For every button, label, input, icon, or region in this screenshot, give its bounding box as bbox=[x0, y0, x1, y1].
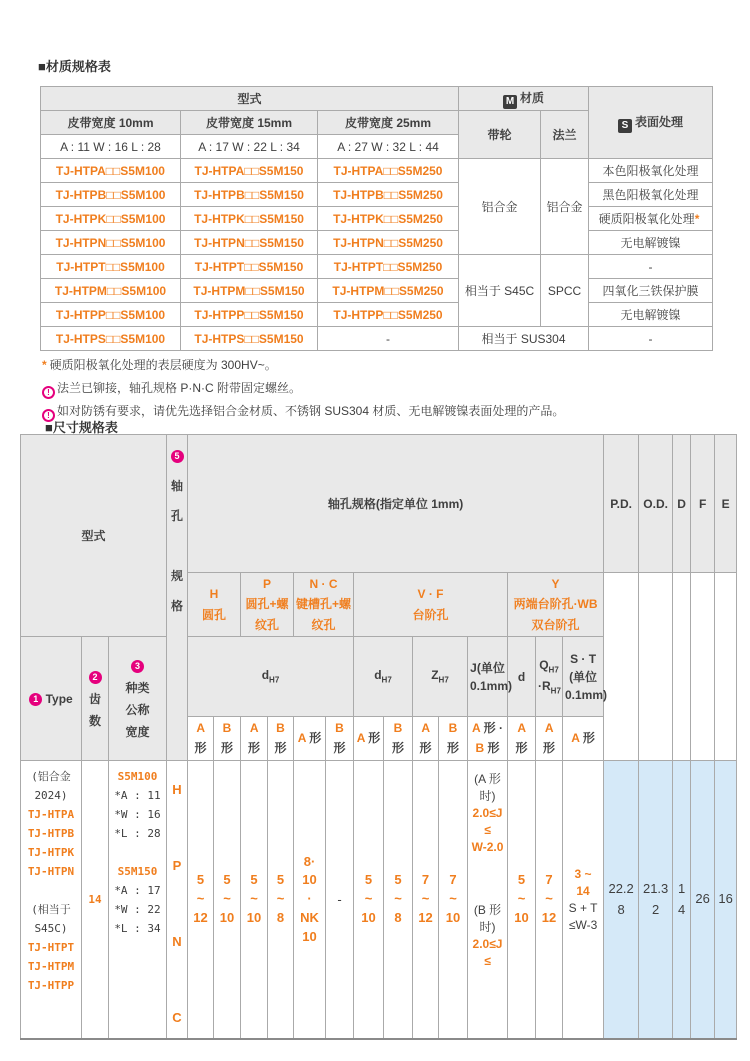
model-cell: TJ-HTPN□□S5M250 bbox=[318, 231, 459, 255]
footnote-flange: ! 法兰已铆接，轴孔规格 P·N·C 附带固定螺丝。 bbox=[42, 379, 301, 399]
material-sus304-cell: 相当于 SUS304 bbox=[459, 327, 589, 351]
model-cell: TJ-HTPP□□S5M100 bbox=[41, 303, 181, 327]
header-surface bbox=[589, 87, 713, 159]
model-cell: TJ-HTPM□□S5M100 bbox=[41, 279, 181, 303]
j-a-label: (A 形 时) bbox=[474, 772, 501, 804]
dims-belt-25: A : 27 W : 32 L : 44 bbox=[318, 135, 459, 159]
table-row bbox=[21, 761, 737, 1040]
circled-5-badge: 5 bbox=[171, 450, 184, 463]
material-badge-icon: M bbox=[503, 95, 517, 109]
nc-b-range-cell: - bbox=[326, 761, 354, 1040]
col-header-type: 1 Type bbox=[21, 637, 82, 761]
kind-specs-s5m150: *A : 17 *W : 22 *L : 34 bbox=[114, 884, 161, 936]
header-f: F bbox=[691, 435, 715, 573]
table-row bbox=[41, 207, 713, 231]
col-header-q-r: $Q_{H7} \cdot R_{H7}$ bbox=[536, 637, 563, 717]
shape-cell: A 形 bbox=[188, 717, 214, 761]
table-row bbox=[41, 303, 713, 327]
vf-z-b-range-cell: 7 ~ 10 bbox=[439, 761, 468, 1040]
d-value-cell: 14 bbox=[673, 761, 691, 1040]
shape-cell: A 形 bbox=[241, 717, 268, 761]
kind-name-s5m150: S5M150 bbox=[117, 865, 158, 879]
model-cell: TJ-HTPB□□S5M250 bbox=[318, 183, 459, 207]
y-d-range-cell: 5 ~ 10 bbox=[508, 761, 536, 1040]
table-row bbox=[41, 231, 713, 255]
surface-cell: - bbox=[589, 255, 713, 279]
p-b-range-cell: 5 ~ 8 bbox=[268, 761, 294, 1040]
col-header-s-t: S · T (单位 0.1mm) bbox=[563, 637, 604, 717]
dimension-table-title: ■尺寸规格表 bbox=[45, 420, 118, 435]
header-belt-25: 皮带宽度 25mm bbox=[318, 111, 459, 135]
vf-d-a-range-cell: 5 ~ 10 bbox=[354, 761, 384, 1040]
header-e: E bbox=[715, 435, 737, 573]
kind-width-cell bbox=[109, 761, 167, 1040]
model-cell: TJ-HTPM□□S5M250 bbox=[318, 279, 459, 303]
shape-cell-ab: A 形 · B 形 bbox=[468, 717, 508, 761]
shape-cell: B 形 bbox=[384, 717, 413, 761]
caution-icon: ! bbox=[42, 409, 55, 422]
model-cell: TJ-HTPK□□S5M100 bbox=[41, 207, 181, 231]
surface-cell: 四氧化三铁保护膜 bbox=[589, 279, 713, 303]
dims-belt-15: A : 17 W : 22 L : 34 bbox=[181, 135, 318, 159]
empty-cell bbox=[604, 573, 639, 761]
kind-name-s5m100: S5M100 bbox=[117, 770, 158, 784]
flange-material-cell: 铝合金 bbox=[541, 159, 589, 255]
st-range: 3 ~ 14 bbox=[574, 866, 592, 898]
dimension-spec-table bbox=[20, 434, 737, 1040]
surface-cell: - bbox=[589, 327, 713, 351]
st-condition: S + T ≤W-3 bbox=[568, 900, 598, 932]
header-pulley: 带轮 bbox=[459, 111, 541, 159]
header-flange: 法兰 bbox=[541, 111, 589, 159]
col-header-j: J(单位 0.1mm) bbox=[468, 637, 508, 717]
col-header-z-h7: $Z_{H7}$ bbox=[413, 637, 468, 717]
group-h-round-hole: H 圆孔 bbox=[188, 573, 241, 637]
p-a-range-cell: 5 ~ 10 bbox=[241, 761, 268, 1040]
header-pd: P.D. bbox=[604, 435, 639, 573]
material-label: 材质 bbox=[520, 90, 545, 105]
material-table-title: ■材质规格表 bbox=[38, 59, 111, 74]
model-cell-empty: - bbox=[318, 327, 459, 351]
kind-specs-s5m100: *A : 11 *W : 16 *L : 28 bbox=[114, 789, 161, 841]
y-st-range-cell bbox=[563, 761, 604, 1040]
shape-cell: B 形 bbox=[439, 717, 468, 761]
h-b-range-cell: 5 ~ 10 bbox=[214, 761, 241, 1040]
material-spec-table bbox=[40, 86, 713, 351]
header-shaft-hole-spec: 轴孔规格(指定单位 1mm) bbox=[188, 435, 604, 573]
header-model-type: 型式 bbox=[21, 435, 167, 637]
group-y-wb-double-step-hole: Y 两端台阶孔·WB 双台阶孔 bbox=[508, 573, 604, 637]
table-row bbox=[41, 327, 713, 351]
model-cell: TJ-HTPS□□S5M100 bbox=[41, 327, 181, 351]
footnote-hardness: * 硬质阳极氧化处理的表层硬度为 300HV~。 bbox=[42, 358, 277, 372]
table-row bbox=[41, 183, 713, 207]
shape-cell: A 形 bbox=[508, 717, 536, 761]
empty-cell bbox=[715, 573, 737, 761]
h-a-range-cell: 5 ~ 12 bbox=[188, 761, 214, 1040]
y-qr-range-cell: 7 ~ 12 bbox=[536, 761, 563, 1040]
od-value-cell: 21.32 bbox=[639, 761, 673, 1040]
shape-cell: A 形 bbox=[536, 717, 563, 761]
caution-icon: ! bbox=[42, 386, 55, 399]
vf-z-a-range-cell: 7 ~ 12 bbox=[413, 761, 439, 1040]
surface-footnote-star: * bbox=[694, 212, 700, 226]
dims-belt-10: A : 11 W : 16 L : 28 bbox=[41, 135, 181, 159]
model-cell: TJ-HTPT□□S5M250 bbox=[318, 255, 459, 279]
j-constraint-cell bbox=[468, 761, 508, 1040]
j-b-label: (B 形 时) bbox=[473, 903, 502, 935]
shape-cell: A 形 bbox=[354, 717, 384, 761]
type-note-s45c: (相当于 S45C) bbox=[31, 903, 71, 936]
shape-cell: B 形 bbox=[326, 717, 354, 761]
j-a-value: 2.0≤J ≤ W-2.0 bbox=[471, 806, 504, 855]
type-models-group2: TJ-HTPT TJ-HTPM TJ-HTPP bbox=[27, 941, 75, 993]
header-shaft-hole-spec-vertical: 5 轴 孔 规 格 bbox=[167, 435, 188, 761]
surface-cell: 无电解镀镍 bbox=[589, 303, 713, 327]
model-cell: TJ-HTPN□□S5M150 bbox=[181, 231, 318, 255]
pulley-material-cell: 铝合金 bbox=[459, 159, 541, 255]
model-cell: TJ-HTPA□□S5M100 bbox=[41, 159, 181, 183]
type-cell bbox=[21, 761, 82, 1040]
nc-a-range-cell: 8· 10 · NK 10 bbox=[294, 761, 326, 1040]
star-marker: * bbox=[42, 358, 47, 372]
shape-cell: A 形 bbox=[294, 717, 326, 761]
circled-1-badge: 1 bbox=[29, 693, 42, 706]
col-header-d-h7: $d_{H7}$ bbox=[188, 637, 354, 717]
surface-cell: 无电解镀镍 bbox=[589, 231, 713, 255]
table-row bbox=[41, 159, 713, 183]
shape-cell: B 形 bbox=[214, 717, 241, 761]
shape-cell: B 形 bbox=[268, 717, 294, 761]
circled-2-badge: 2 bbox=[89, 671, 102, 684]
empty-cell bbox=[673, 573, 691, 761]
model-cell: TJ-HTPP□□S5M150 bbox=[181, 303, 318, 327]
model-cell: TJ-HTPS□□S5M150 bbox=[181, 327, 318, 351]
col-header-kind-width: 3 种类 公称 宽度 bbox=[109, 637, 167, 761]
header-belt-10: 皮带宽度 10mm bbox=[41, 111, 181, 135]
header-material-group bbox=[459, 87, 589, 111]
circled-3-badge: 3 bbox=[131, 660, 144, 673]
vf-d-b-range-cell: 5 ~ 8 bbox=[384, 761, 413, 1040]
model-cell: TJ-HTPK□□S5M250 bbox=[318, 207, 459, 231]
shape-cell: A 形 bbox=[413, 717, 439, 761]
flange-material-cell: SPCC bbox=[541, 255, 589, 327]
j-b-value: 2.0≤J ≤ bbox=[472, 937, 503, 969]
empty-cell bbox=[639, 573, 673, 761]
model-cell: TJ-HTPT□□S5M100 bbox=[41, 255, 181, 279]
header-od: O.D. bbox=[639, 435, 673, 573]
model-cell: TJ-HTPA□□S5M150 bbox=[181, 159, 318, 183]
model-cell: TJ-HTPN□□S5M100 bbox=[41, 231, 181, 255]
model-cell: TJ-HTPB□□S5M100 bbox=[41, 183, 181, 207]
model-cell: TJ-HTPM□□S5M150 bbox=[181, 279, 318, 303]
header-model-group: 型式 bbox=[41, 87, 459, 111]
teeth-count-cell: 14 bbox=[82, 761, 109, 1040]
group-nc-keyway-tapped-hole: N · C 键槽孔+螺纹孔 bbox=[294, 573, 354, 637]
header-belt-15: 皮带宽度 15mm bbox=[181, 111, 318, 135]
model-cell: TJ-HTPA□□S5M250 bbox=[318, 159, 459, 183]
col-header-d-h7: $d_{H7}$ bbox=[354, 637, 413, 717]
surface-cell: 硬质阳极氧化处理* bbox=[589, 207, 713, 231]
footnote-rustproof: ! 如对防锈有要求，请优先选择铝合金材质、不锈钢 SUS304 材质、无电解镀镍表面处理的产品。 bbox=[42, 402, 564, 422]
surface-badge-icon: S bbox=[618, 119, 632, 133]
pulley-material-cell: 相当于 S45C bbox=[459, 255, 541, 327]
col-header-teeth: 2 齿 数 bbox=[82, 637, 109, 761]
e-value-cell: 16 bbox=[715, 761, 737, 1040]
table-row bbox=[41, 279, 713, 303]
header-d: D bbox=[673, 435, 691, 573]
shape-cell: A 形 bbox=[563, 717, 604, 761]
group-vf-step-hole: V · F 台阶孔 bbox=[354, 573, 508, 637]
surface-cell: 黑色阳极氧化处理 bbox=[589, 183, 713, 207]
empty-cell bbox=[691, 573, 715, 761]
table-row bbox=[41, 255, 713, 279]
pd-value-cell: 22.28 bbox=[604, 761, 639, 1040]
surface-label: 表面处理 bbox=[635, 114, 684, 129]
type-note-aluminum: (铝合金 2024) bbox=[31, 770, 71, 803]
type-models-group1: TJ-HTPA TJ-HTPB TJ-HTPK TJ-HTPN bbox=[27, 808, 75, 879]
model-cell: TJ-HTPP□□S5M250 bbox=[318, 303, 459, 327]
col-header-d: d bbox=[508, 637, 536, 717]
model-cell: TJ-HTPT□□S5M150 bbox=[181, 255, 318, 279]
group-p-round-tapped-hole: P 圆孔+螺纹孔 bbox=[241, 573, 294, 637]
model-cell: TJ-HTPB□□S5M150 bbox=[181, 183, 318, 207]
f-value-cell: 26 bbox=[691, 761, 715, 1040]
hole-spec-codes-cell: H P N C bbox=[167, 761, 188, 1040]
model-cell: TJ-HTPK□□S5M150 bbox=[181, 207, 318, 231]
surface-cell: 本色阳极氧化处理 bbox=[589, 159, 713, 183]
